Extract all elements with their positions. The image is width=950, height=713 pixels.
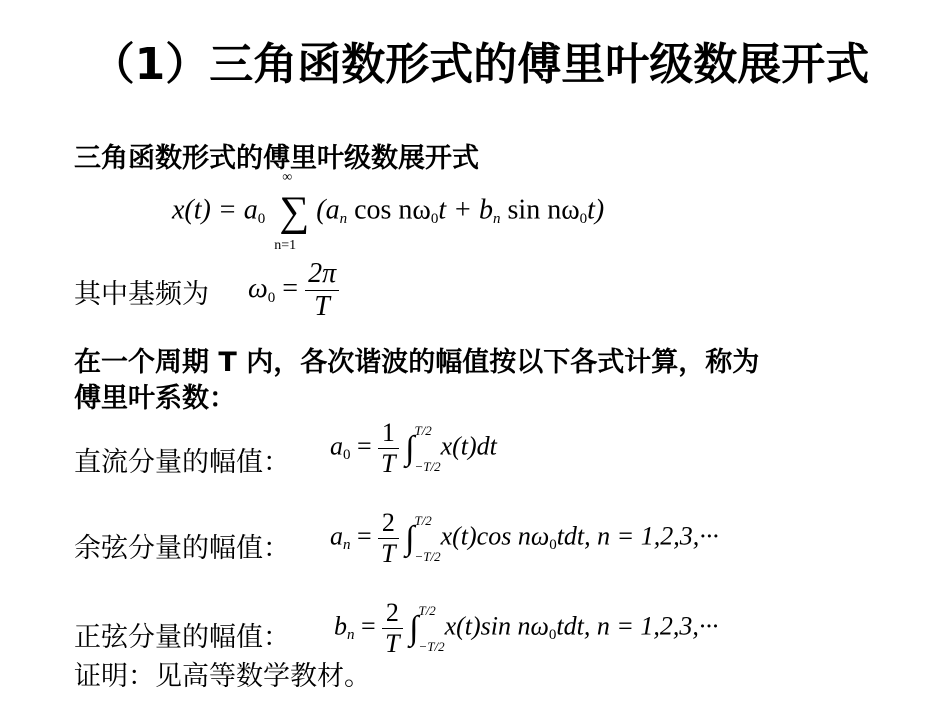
series-lhs: x(t) = a: [172, 194, 258, 226]
two-pi-over-T: $\frac{2\pi}{T}$: [305, 258, 339, 323]
subtitle: 三角函数形式的傅里叶级数展开式: [74, 143, 479, 174]
proof-note: 证明：见高等数学教材。: [74, 661, 371, 692]
sin-formula: bn = $\frac{2}{T}$ ∫ T/2 −T/2 x(t)sin nω0tdt, n = 1,2,3,···: [334, 598, 719, 658]
dc-label: 直流分量的幅值：: [74, 447, 290, 478]
sub-zero-3: 0: [579, 211, 588, 228]
fourier-series-formula: [172, 170, 605, 253]
fundamental-label: 其中基频为: [74, 279, 209, 310]
omega-sub: 0: [267, 289, 276, 306]
fundamental-formula: ω0 = $\frac{2\pi}{T}$: [248, 258, 339, 323]
sub-zero-2: 0: [430, 211, 439, 228]
sub-n: n: [339, 211, 348, 228]
sin-label: 正弦分量的幅值：: [74, 622, 290, 653]
sub-n-2: n: [493, 211, 501, 228]
cos-label: 余弦分量的幅值：: [74, 533, 290, 564]
series-b: t + b: [438, 194, 494, 226]
cos-formula: an = $\frac{2}{T}$ ∫ T/2 −T/2 x(t)cos nω0tdt, n = 1,2,3,···: [330, 508, 719, 568]
coeff-intro-line1: 在一个周期 T 内，各次谐波的幅值按以下各式计算，称为: [74, 347, 760, 378]
integral-symbol: ∫: [405, 429, 415, 467]
sub-zero: 0: [257, 211, 266, 228]
dc-formula: a0 = $\frac{1}{T}$ ∫ T/2 −T/2 x(t)dt: [330, 418, 497, 478]
omega: ω: [248, 272, 268, 304]
page-title: （1）三角函数形式的傅里叶级数展开式: [90, 39, 870, 90]
series-tail: t): [587, 194, 605, 226]
sum-upper: ∞: [282, 170, 293, 185]
coeff-intro-line2: 傅里叶系数：: [74, 383, 236, 414]
series-rhs: (a: [316, 194, 340, 226]
sum-lower: n=1: [274, 238, 297, 253]
series-sin: sin nω: [500, 194, 580, 226]
sum-symbol: ∑ ∞ n=1: [274, 170, 310, 253]
series-cos: cos nω: [347, 194, 431, 226]
